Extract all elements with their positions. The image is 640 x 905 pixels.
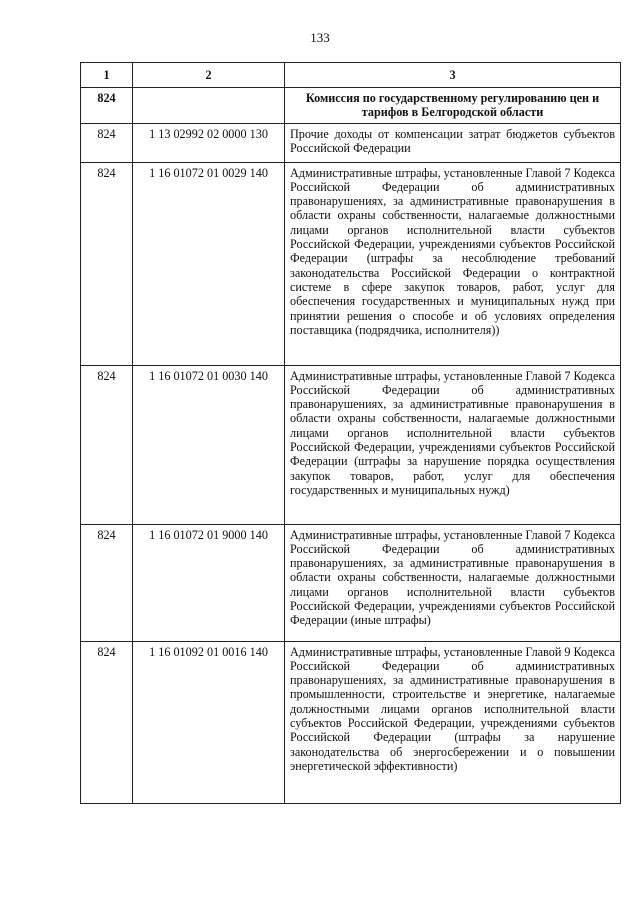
description-cell: Административные штрафы, установленные Главой 7 Кодекса Российской Федерации об административных правонарушениях, за административные правонарушения в области охраны собственности, налагаемые должностными лицами органов исполнительной власти субъектов Российской Федерации, учреждениями субъектов Российской Федерации (штрафы за нарушение порядка осуществления закупок товаров, работ, услуг для обеспечения государственных и муниципальных нужд) bbox=[285, 365, 621, 524]
column-header-3: 3 bbox=[285, 63, 621, 88]
page-number: 133 bbox=[310, 30, 330, 45]
admin-code-cell: 824 bbox=[81, 524, 133, 641]
admin-code-cell: 824 bbox=[81, 641, 133, 803]
table-row bbox=[81, 162, 621, 365]
revenue-codes-table bbox=[80, 62, 621, 804]
admin-code: 824 bbox=[97, 91, 116, 105]
description-cell: Комиссия по государственному регулированию цен и тарифов в Белгородской области bbox=[285, 88, 621, 124]
admin-code-cell: 824 bbox=[81, 365, 133, 524]
income-code-cell: 1 16 01072 01 9000 140 bbox=[133, 524, 285, 641]
column-header-1: 1 bbox=[81, 63, 133, 88]
admin-code-cell: 824 bbox=[81, 162, 133, 365]
description-cell: Административные штрафы, установленные Главой 9 Кодекса Российской Федерации об административных правонарушениях, за административные правонарушения в промышленности, строительстве и энергетике, налагаемые должностными лицами органов исполнительной власти субъектов Российской Федерации, учреждениями субъектов Российской Федерации (штрафы за нарушение законодательства об энергосбережении и о повышении энергетической эффективности) bbox=[285, 641, 621, 803]
table-row bbox=[81, 123, 621, 162]
income-code-cell: 1 13 02992 02 0000 130 bbox=[133, 123, 285, 162]
table-header-row bbox=[81, 63, 621, 88]
column-header-2: 2 bbox=[133, 63, 285, 88]
income-code-cell: 1 16 01092 01 0016 140 bbox=[133, 641, 285, 803]
income-code-cell: 1 16 01072 01 0030 140 bbox=[133, 365, 285, 524]
table-row bbox=[81, 524, 621, 641]
admin-code-cell: 824 bbox=[81, 123, 133, 162]
description-cell: Административные штрафы, установленные Главой 7 Кодекса Российской Федерации об административных правонарушениях, за административные правонарушения в области охраны собственности, налагаемые должностными лицами органов исполнительной власти субъектов Российской Федерации, учреждениями субъектов Российской Федерации (иные штрафы) bbox=[285, 524, 621, 641]
income-code-cell: 1 16 01072 01 0029 140 bbox=[133, 162, 285, 365]
description-cell: Прочие доходы от компенсации затрат бюджетов субъектов Российской Федерации bbox=[285, 123, 621, 162]
table-row bbox=[81, 365, 621, 524]
table-row bbox=[81, 641, 621, 803]
admin-code-cell bbox=[81, 88, 133, 124]
description-cell: Административные штрафы, установленные Главой 7 Кодекса Российской Федерации об административных правонарушениях, за административные правонарушения в области охраны собственности, налагаемые должностными лицами органов исполнительной власти субъектов Российской Федерации, учреждениями субъектов Российской Федерации (штрафы за несоблюдение требований законодательства Российской Федерации о контрактной системе в сфере закупок товаров, работ, услуг для обеспечения государственных и муниципальных нужд при принятии решения о способе и об условиях определения поставщика (подрядчика, исполнителя)) bbox=[285, 162, 621, 365]
table-row bbox=[81, 88, 621, 124]
income-code-cell bbox=[133, 88, 285, 124]
